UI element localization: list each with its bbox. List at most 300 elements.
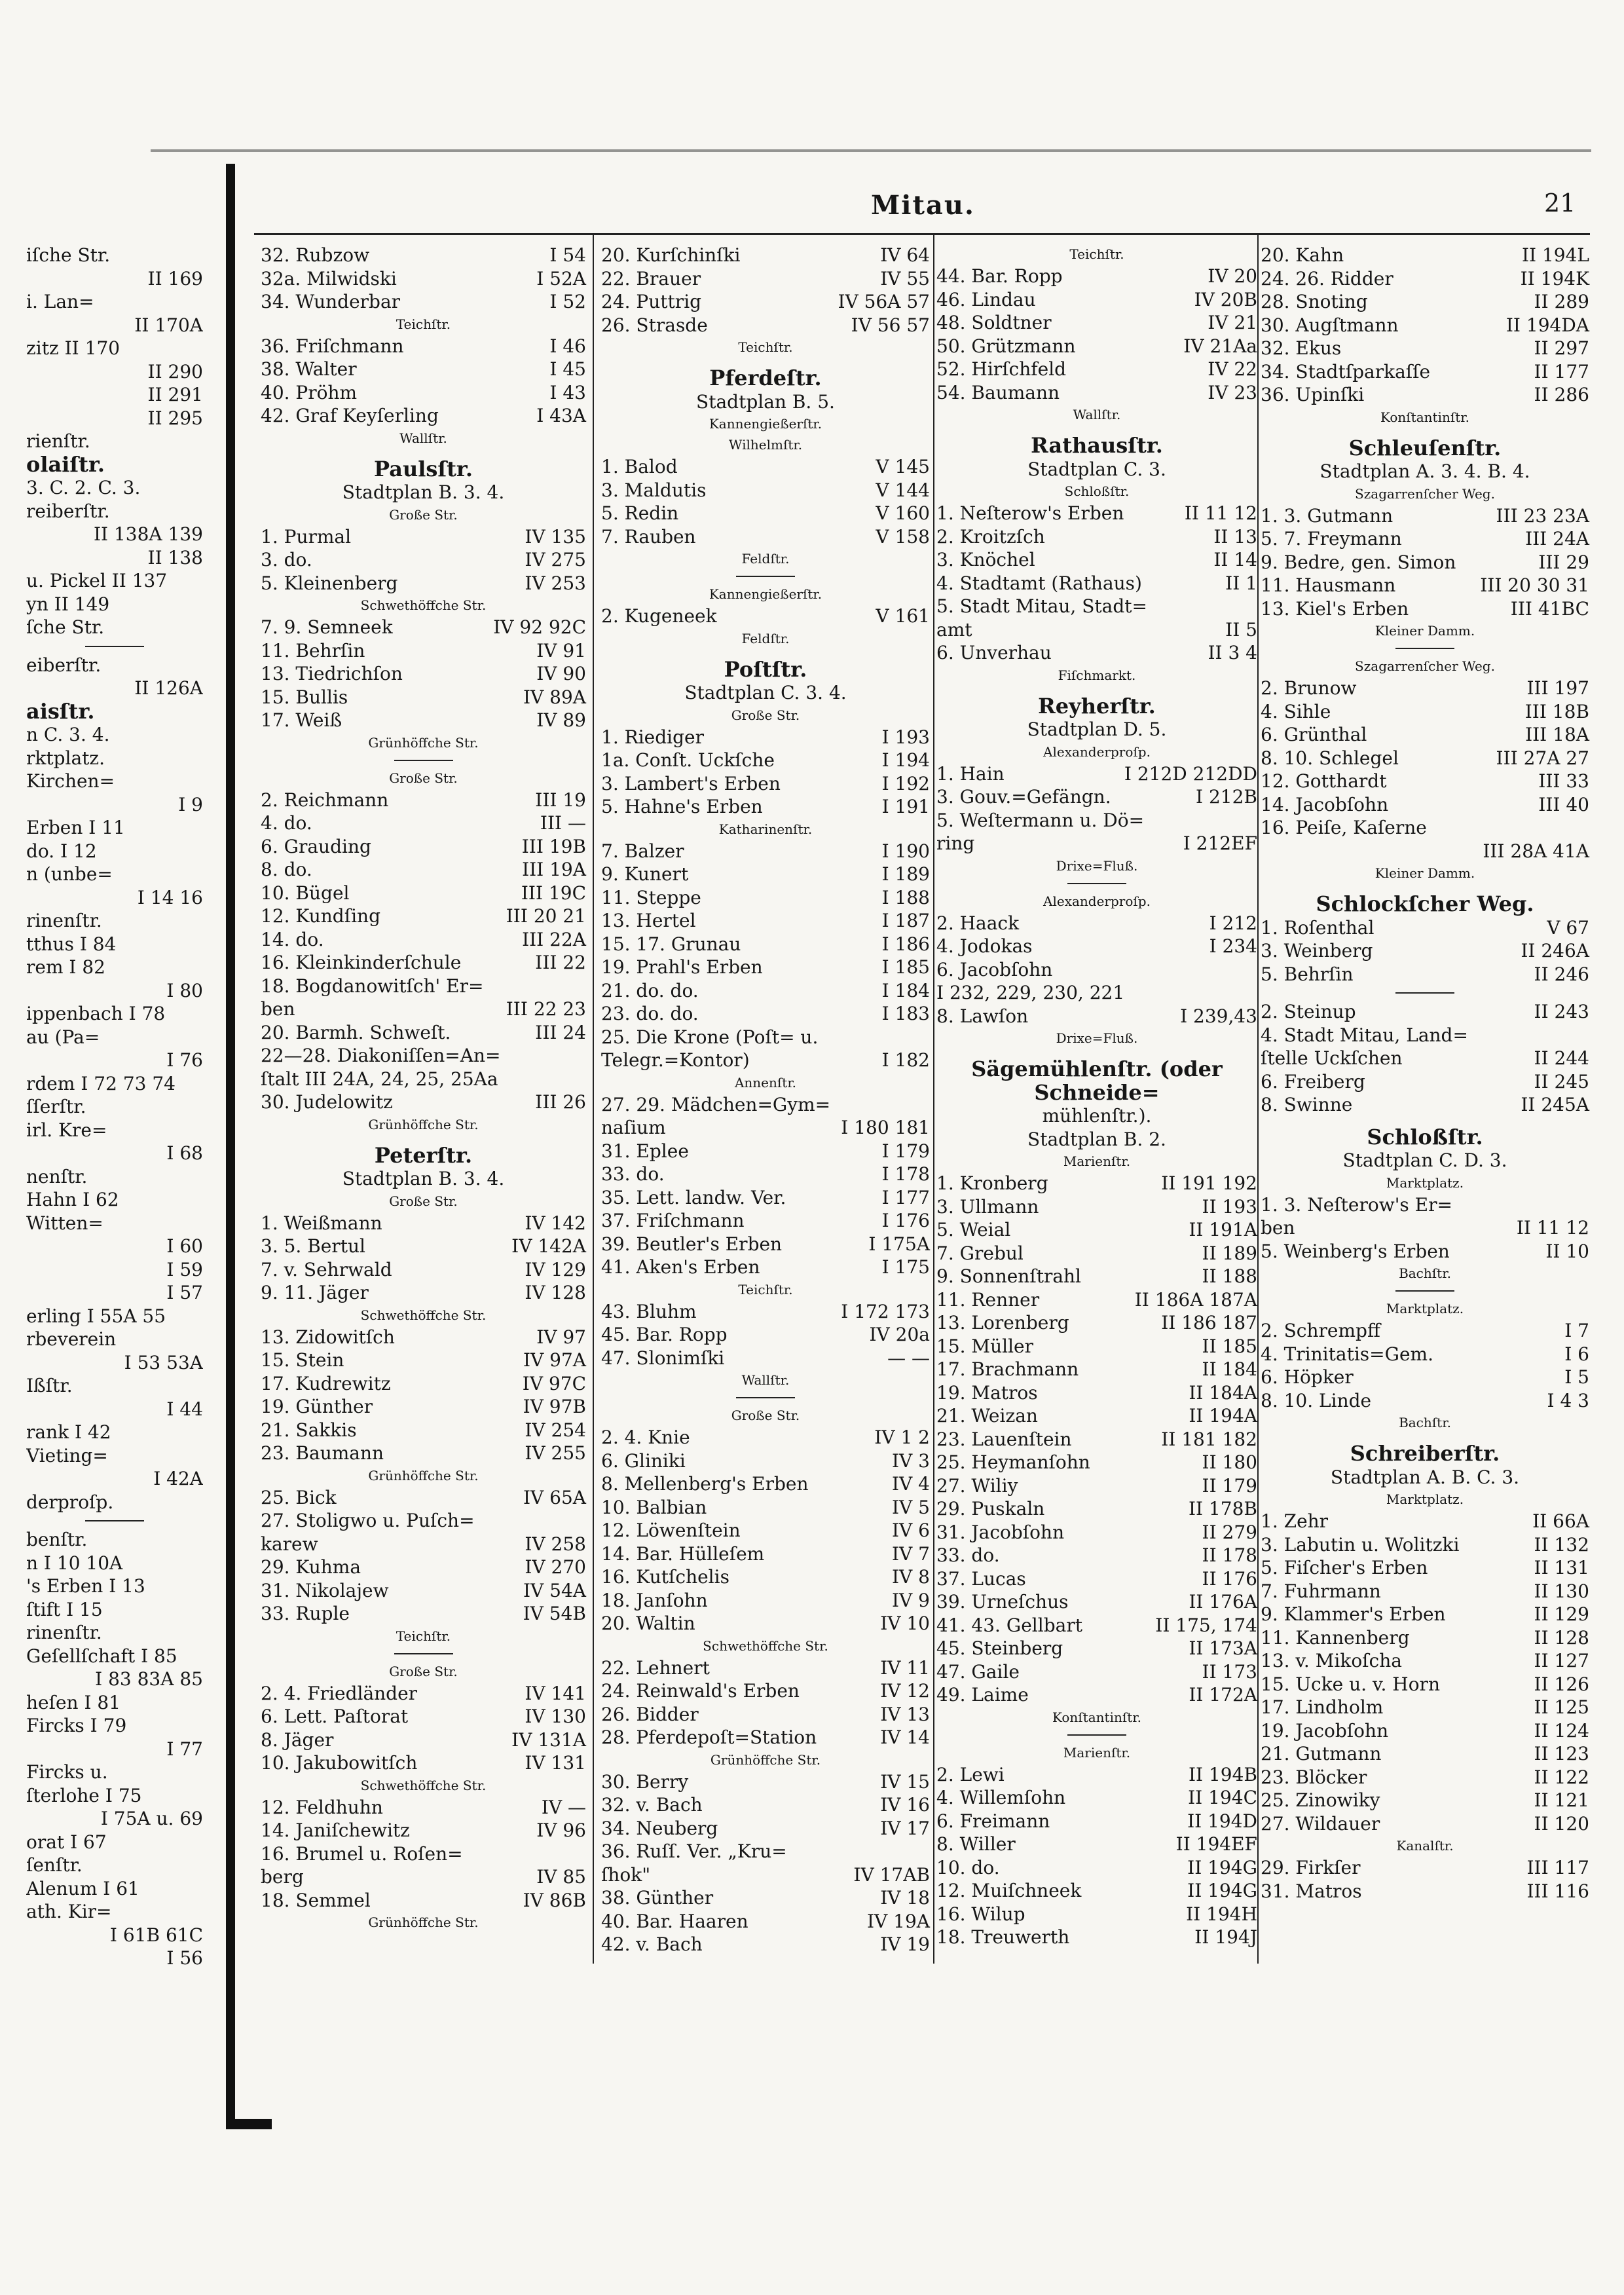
directory-entry [936, 265, 1257, 288]
entry-name: 10. Jakubowitſch [261, 1752, 418, 1774]
entry-name: 19. Prahl's Erben [601, 956, 763, 978]
entry-parcel-ref: II 180 [1202, 1451, 1257, 1473]
entry-parcel-ref: I 6 [1564, 1343, 1589, 1365]
entry-name: 13. Lorenberg [936, 1312, 1069, 1334]
entry-name: 2. 4. Friedländer [261, 1682, 418, 1704]
entry-parcel-ref: II 189 [1202, 1242, 1257, 1264]
entry-parcel-ref: II 186 187 [1161, 1312, 1257, 1334]
directory-entry [936, 1404, 1257, 1428]
entry-parcel-ref: IV 8 [892, 1566, 930, 1588]
directory-entry [601, 1863, 930, 1887]
entry-parcel-ref: IV 15 [880, 1770, 930, 1793]
entry-name: 3. Weinberg [1261, 940, 1373, 961]
entry-name: 36. Friſchmann [261, 335, 404, 357]
directory-entry [601, 749, 930, 772]
directory-entry [261, 381, 586, 405]
entry-name: ſhok" [601, 1863, 651, 1886]
entry-parcel-ref: IV 21 [1208, 312, 1257, 333]
cross-street: Kleiner Damm. [1375, 865, 1475, 881]
cut-off-entry: I 76 [166, 1049, 203, 1071]
entry-name: 2. Schrempff [1261, 1320, 1380, 1341]
entry-parcel-ref: IV 19 [880, 1933, 930, 1955]
directory-entry [261, 789, 586, 812]
cross-street: Wallſtr. [1073, 407, 1121, 422]
cut-off-entry: derproſp. [26, 1491, 114, 1513]
entry-name: 27. 29. Mädchen=Gym= [601, 1093, 831, 1115]
directory-entry [1261, 1047, 1589, 1070]
page-title: Mitau. [871, 190, 975, 221]
cross-street: Szagarrenſcher Weg. [1355, 485, 1495, 502]
entry-name: 4. Stadtamt (Rathaus) [936, 572, 1142, 594]
binding-shadow [226, 164, 235, 2129]
directory-entry [261, 1865, 586, 1889]
directory-entry [601, 1542, 930, 1566]
column-divider [593, 234, 594, 1964]
entry-name: 4. Stadt Mitau, Land= [1261, 1024, 1468, 1046]
entry-parcel-ref: IV 131A [511, 1728, 586, 1751]
entry-parcel-ref: II 194G [1187, 1856, 1257, 1878]
entry-name: 26. Bidder [601, 1703, 699, 1725]
entry-name: 22—28. Diakoniſſen=An= [261, 1045, 501, 1066]
cut-off-entry: eiberſtr. [26, 654, 101, 676]
entry-parcel-ref: — — [887, 1347, 930, 1369]
entry-parcel-ref: IV 16 [880, 1794, 930, 1816]
entry-parcel-ref: III 18A [1525, 724, 1589, 745]
entry-name: 46. Lindau [936, 288, 1036, 310]
cut-off-entry: n C. 3. 4. [26, 724, 110, 745]
cut-off-entry: ſterlohe I 75 [26, 1784, 142, 1806]
cut-off-entry: I 56 [166, 1947, 203, 1969]
cross-street: Alexanderproſp. [1043, 743, 1151, 760]
entry-parcel-ref: III 22 [535, 952, 586, 973]
entry-name: 7. Rauben [601, 525, 696, 548]
side-separator [1395, 648, 1454, 649]
directory-entry [261, 998, 586, 1021]
entry-parcel-ref: IV 56A 57 [838, 291, 930, 312]
entry-parcel-ref: III 117 [1526, 1857, 1589, 1878]
directory-entry [936, 1833, 1257, 1856]
directory-entry [936, 1474, 1257, 1498]
entry-name: 27. Stoligwo u. Puſch= [261, 1510, 475, 1531]
directory-entry [936, 1451, 1257, 1474]
directory-entry [936, 641, 1257, 665]
entry-parcel-ref: II 173A [1189, 1637, 1257, 1659]
cross-street: Wallſtr. [741, 1372, 790, 1388]
cross-street: Annenſtr. [734, 1074, 797, 1091]
directory-entry [1261, 1556, 1589, 1580]
entry-parcel-ref: V 161 [876, 605, 930, 627]
header-rule [254, 233, 1590, 235]
directory-entry [936, 1381, 1257, 1405]
directory-entry [601, 1256, 930, 1279]
entry-name: 47. Slonimſki [601, 1347, 725, 1369]
street-heading: Schloßſtr. [1367, 1124, 1483, 1149]
entry-name: 15. Ucke u. v. Horn [1261, 1673, 1440, 1695]
entry-parcel-ref: I 178 [881, 1163, 930, 1185]
entry-name: 2. Kroitzſch [936, 525, 1045, 548]
entry-parcel-ref: V 160 [876, 502, 930, 524]
entry-name: 2. Brunow [1261, 677, 1357, 699]
directory-entry [601, 1347, 930, 1370]
entry-parcel-ref: III 29 [1538, 551, 1589, 573]
directory-entry [936, 1810, 1257, 1833]
directory-entry [936, 548, 1257, 572]
directory-entry [601, 979, 930, 1003]
entry-name: 52. Hirſchfeld [936, 358, 1067, 380]
cut-off-entry: I 77 [166, 1738, 203, 1760]
city-plan-ref: Stadtplan C. D. 3. [1342, 1149, 1507, 1171]
entry-parcel-ref: II 188 [1202, 1265, 1257, 1287]
directory-entry [261, 1419, 586, 1442]
directory-entry [261, 1819, 586, 1842]
cut-off-entry: Hahn I 62 [26, 1189, 119, 1210]
entry-name: 25. Bick [261, 1486, 337, 1508]
side-separator [1067, 883, 1126, 884]
city-plan-ref: Stadtplan A. 3. 4. B. 4. [1320, 460, 1530, 482]
entry-parcel-ref: IV 7 [892, 1542, 930, 1565]
entry-name: 21. do. do. [601, 979, 699, 1001]
entry-parcel-ref: IV 91 [536, 639, 586, 662]
entry-name: 3. Maldutis [601, 479, 707, 501]
directory-entry [936, 1590, 1257, 1614]
entry-name: 20. Kurſchinſki [601, 244, 741, 266]
entry-parcel-ref: I 212B [1196, 786, 1257, 808]
entry-name: 27. Wildauer [1261, 1812, 1380, 1835]
directory-entry [936, 618, 1257, 642]
cut-off-entry: zitz II 170 [26, 337, 120, 359]
directory-entry [601, 1472, 930, 1496]
side-separator [1067, 1734, 1126, 1736]
directory-entry [601, 1726, 930, 1749]
directory-entry [261, 404, 586, 428]
entry-parcel-ref: IV 23 [1208, 381, 1257, 403]
directory-entry [936, 595, 1257, 618]
entry-name: 3. 5. Bertul [261, 1235, 366, 1257]
entry-parcel-ref: IV 17 [880, 1817, 930, 1839]
entry-name: 5. Behrſin [1261, 963, 1354, 985]
entry-name: 18. Treuwerth [936, 1926, 1070, 1948]
entry-parcel-ref: III 26 [535, 1091, 586, 1113]
cut-off-entry: II 138A 139 [93, 523, 203, 545]
directory-entry [261, 1372, 586, 1396]
entry-name: 11. Behrſin [261, 639, 365, 662]
directory-entry [936, 1637, 1257, 1660]
street-heading: Poſtſtr. [724, 656, 807, 682]
entry-name: 24. 26. Ridder [1261, 267, 1393, 289]
cut-off-entry: yn II 149 [26, 593, 110, 615]
cut-off-entry: I 75A u. 69 [100, 1808, 203, 1829]
directory-entry [601, 1323, 930, 1347]
cut-off-entry: rbeverein [26, 1328, 117, 1350]
entry-parcel-ref: IV 19A [866, 1910, 930, 1932]
entry-name: 7. Grebul [936, 1242, 1024, 1264]
cut-off-entry: Kirchen= [26, 770, 115, 792]
cut-off-entry: Alenum I 61 [26, 1877, 139, 1899]
street-heading: Pferdeſtr. [709, 365, 822, 390]
entry-name: 15. Müller [936, 1335, 1033, 1357]
directory-entry [936, 1195, 1257, 1219]
entry-parcel-ref: IV 85 [536, 1866, 586, 1888]
entry-name: 36. Ruſſ. Ver. „Kru= [601, 1840, 787, 1862]
directory-entry [261, 858, 586, 882]
entry-parcel-ref: III 41BC [1510, 597, 1589, 620]
directory-entry [1261, 700, 1589, 724]
entry-parcel-ref: III 20 21 [506, 905, 586, 927]
directory-entry [1261, 1673, 1589, 1696]
entry-parcel-ref: II 1 [1225, 572, 1257, 594]
entry-parcel-ref: II 132 [1534, 1533, 1589, 1556]
side-separator [394, 1653, 453, 1654]
entry-name: 45. Bar. Ropp [601, 1324, 728, 1345]
cut-off-entry: Vieting= [26, 1444, 108, 1466]
entry-name: 1. Purmal [261, 525, 352, 548]
directory-entry [261, 639, 586, 663]
cross-street: Teichſtr. [738, 1281, 793, 1297]
entry-parcel-ref: I 234 [1209, 935, 1257, 957]
cut-off-entry: ſſerſtr. [26, 1096, 86, 1117]
entry-parcel-ref: I 184 [881, 979, 930, 1001]
cross-street: Schwethöffche Str. [360, 1307, 487, 1323]
directory-entry [261, 1212, 586, 1235]
directory-entry [601, 1116, 930, 1140]
city-plan-ref: Stadtplan B. 3. 4. [342, 1168, 505, 1189]
cut-off-entry: II 126A [134, 677, 203, 699]
entry-parcel-ref: II 176A [1189, 1591, 1257, 1613]
directory-entry [261, 1258, 586, 1282]
directory-entry [601, 1209, 930, 1233]
entry-parcel-ref: I 187 [881, 910, 930, 931]
entry-name: 38. Walter [261, 358, 357, 380]
entry-parcel-ref: IV 20a [869, 1324, 930, 1345]
cut-off-entry: olaiſtr. [26, 451, 105, 477]
entry-name: 1. 3. Gutmann [1261, 504, 1393, 527]
entry-parcel-ref: IV 142A [511, 1235, 586, 1257]
cut-off-entry: au (Pa= [26, 1026, 100, 1048]
cut-off-entry: I 14 16 [137, 886, 203, 908]
side-separator [85, 646, 144, 647]
directory-entry [261, 835, 586, 859]
entry-parcel-ref: II 131 [1534, 1557, 1589, 1578]
entry-parcel-ref: II 11 12 [1184, 502, 1257, 524]
cross-street: Wilhelmſtr. [728, 437, 803, 453]
entry-parcel-ref: IV 4 [892, 1473, 930, 1495]
cross-street: Große Str. [389, 1663, 458, 1679]
cut-off-entry: Ißſtr. [26, 1375, 73, 1396]
entry-parcel-ref: II 194L [1521, 244, 1589, 266]
entry-parcel-ref: I 45 [549, 358, 586, 380]
cut-off-entry: n I 10 10A [26, 1552, 123, 1574]
entry-parcel-ref: I 212EF [1183, 832, 1257, 854]
entry-parcel-ref: I 191 [881, 796, 930, 817]
column-3 [936, 244, 1257, 1949]
cut-off-entry: rem I 82 [26, 956, 105, 978]
entry-name: 47. Gaile [936, 1660, 1020, 1683]
directory-entry [601, 1140, 930, 1163]
entry-parcel-ref: IV 55 [880, 267, 930, 289]
directory-entry [261, 905, 586, 928]
cut-off-entry: n (unbe= [26, 863, 113, 885]
entry-parcel-ref: IV 275 [525, 549, 586, 570]
entry-name: 1. Weißmann [261, 1212, 382, 1234]
directory-entry [1261, 677, 1589, 700]
cut-off-entry: rienſtr. [26, 430, 90, 452]
entry-name: naſium [601, 1117, 666, 1138]
entry-parcel-ref: II 181 182 [1161, 1428, 1257, 1450]
directory-entry [936, 358, 1257, 381]
entry-name: ring [936, 832, 975, 854]
entry-name: 2. Kugeneek [601, 605, 717, 627]
entry-name: 54. Baumann [936, 381, 1060, 403]
directory-entry [936, 1903, 1257, 1926]
entry-name: I 232, 229, 230, 221 [936, 982, 1125, 1003]
cut-off-entry: ath. Kir= [26, 1901, 112, 1922]
directory-entry [261, 616, 586, 639]
entry-name: 10. Bügel [261, 882, 350, 904]
entry-parcel-ref: I 43 [549, 381, 586, 403]
cut-off-entry: iſche Str. [26, 244, 111, 266]
side-separator [736, 1397, 795, 1398]
directory-entry [1261, 1366, 1589, 1389]
cross-street: Kanalſtr. [1396, 1838, 1454, 1854]
cross-street: Grünhöffche Str. [368, 1467, 479, 1483]
cross-street: Szagarrenſcher Weg. [1355, 658, 1495, 674]
directory-entry [601, 1186, 930, 1210]
entry-name: 42. Graf Keyſerling [261, 405, 439, 426]
entry-name: 30. Judelowitz [261, 1091, 393, 1113]
cut-off-entry: I 80 [166, 979, 203, 1001]
entry-name: 41. Aken's Erben [601, 1256, 760, 1278]
directory-entry [601, 525, 930, 549]
entry-name: 18. Semmel [261, 1889, 371, 1911]
entry-name: 20. Kahn [1261, 244, 1344, 266]
directory-entry [601, 267, 930, 291]
directory-entry [1261, 1856, 1589, 1880]
entry-name: 3. Gouv.=Gefängn. [936, 786, 1111, 808]
cross-street: Marienſtr. [1063, 1153, 1131, 1169]
entry-name: 29. Kuhma [261, 1556, 361, 1578]
directory-entry [1261, 747, 1589, 770]
cut-off-entry: I 57 [166, 1282, 203, 1303]
directory-entry [1261, 1240, 1589, 1263]
entry-parcel-ref: II 194J [1194, 1926, 1257, 1948]
entry-name: 8. Mellenberg's Erben [601, 1473, 809, 1495]
directory-entry [601, 772, 930, 796]
cut-off-entry: I 44 [166, 1398, 203, 1420]
entry-parcel-ref: II 194G [1187, 1880, 1257, 1901]
cut-off-entry: do. I 12 [26, 840, 97, 862]
cut-off-entry: 's Erben I 13 [26, 1575, 145, 1597]
entry-parcel-ref: III 19A [522, 859, 586, 880]
directory-entry [601, 1589, 930, 1613]
directory-entry [261, 1326, 586, 1349]
entry-parcel-ref: II 121 [1534, 1789, 1589, 1811]
entry-name: 2. Lewi [936, 1763, 1005, 1785]
cut-off-entry: benſtr. [26, 1529, 88, 1550]
entry-name: 22. Brauer [601, 267, 701, 289]
entry-name: 37. Lucas [936, 1567, 1026, 1590]
entry-parcel-ref: II 177 [1534, 360, 1589, 382]
directory-entry [601, 1910, 930, 1933]
entry-name: 6. Grauding [261, 835, 371, 857]
directory-entry [1261, 1789, 1589, 1812]
entry-parcel-ref: III 23 23A [1496, 504, 1589, 527]
entry-parcel-ref: III 28A 41A [1483, 840, 1589, 862]
entry-parcel-ref: II 289 [1534, 291, 1589, 312]
entry-name: 42. v. Bach [601, 1933, 703, 1955]
directory-entry [261, 951, 586, 975]
directory-entry [601, 455, 930, 479]
directory-entry [261, 1021, 586, 1045]
directory-entry [601, 1049, 930, 1072]
cut-off-entry: irl. Kre= [26, 1119, 107, 1141]
directory-entry [936, 1763, 1257, 1787]
directory-entry [936, 1614, 1257, 1637]
entry-name: 5. Stadt Mitau, Stadt= [936, 595, 1147, 617]
entry-name: 16. Wilup [936, 1903, 1025, 1925]
entry-parcel-ref: I 172 173 [841, 1300, 930, 1322]
cross-street: Drixe=Fluß. [1056, 1030, 1138, 1046]
entry-parcel-ref: II 13 [1213, 525, 1257, 548]
directory-entry [1261, 916, 1589, 940]
entry-name: 8. Jäger [261, 1728, 334, 1751]
entry-parcel-ref: II 244 [1534, 1047, 1589, 1069]
entry-parcel-ref: I 188 [881, 886, 930, 908]
directory-entry [1261, 840, 1589, 863]
directory-entry [936, 502, 1257, 525]
city-plan-ref: Stadtplan A. B. C. 3. [1330, 1466, 1520, 1488]
directory-entry [601, 933, 930, 956]
directory-entry [936, 1786, 1257, 1810]
entry-parcel-ref: II 185 [1202, 1335, 1257, 1357]
cross-street: Grünhöffche Str. [710, 1751, 821, 1768]
street-heading: Schreiberſtr. [1350, 1441, 1500, 1466]
street-heading: Peterſtr. [374, 1142, 473, 1168]
directory-entry [936, 311, 1257, 335]
cross-street: Katharinenſtr. [718, 821, 813, 837]
entry-name: 23. Baumann [261, 1442, 384, 1464]
cross-street: Konſtantinſtr. [1052, 1709, 1142, 1725]
entry-parcel-ref: IV 54B [523, 1603, 586, 1624]
directory-entry [601, 1002, 930, 1026]
entry-name: 6. Freiberg [1261, 1070, 1365, 1092]
entry-parcel-ref: III 197 [1526, 677, 1589, 699]
directory-entry [261, 1602, 586, 1626]
entry-parcel-ref: II 194EF [1175, 1833, 1257, 1855]
entry-parcel-ref: II 245A [1521, 1094, 1589, 1115]
cut-off-entry: II 290 [147, 360, 203, 382]
entry-parcel-ref: IV 18 [880, 1887, 930, 1909]
directory-entry [261, 1751, 586, 1775]
entry-parcel-ref: IV 20 [1208, 265, 1257, 287]
entry-name: 24. Puttrig [601, 291, 702, 312]
entry-name: 50. Grützmann [936, 335, 1076, 357]
entry-name: 34. Stadtſparkaſſe [1261, 360, 1431, 382]
entry-parcel-ref: II 191A [1189, 1219, 1257, 1241]
directory-entry [1261, 244, 1589, 267]
entry-name: 11. Steppe [601, 886, 701, 908]
directory-entry [1261, 963, 1589, 986]
directory-entry [601, 1233, 930, 1256]
directory-entry [601, 1840, 930, 1863]
entry-parcel-ref: II 245 [1534, 1070, 1589, 1092]
directory-entry [936, 1683, 1257, 1707]
entry-name: 20. Barmh. Schweſt. [261, 1021, 451, 1043]
entry-parcel-ref: II 194H [1186, 1903, 1257, 1925]
entry-parcel-ref: I 52 [549, 291, 586, 312]
cut-off-entry: rinenſtr. [26, 1622, 102, 1643]
entry-name: 25. Heymanſohn [936, 1451, 1090, 1473]
entry-name: 14. Bar. Hülleſem [601, 1542, 765, 1565]
